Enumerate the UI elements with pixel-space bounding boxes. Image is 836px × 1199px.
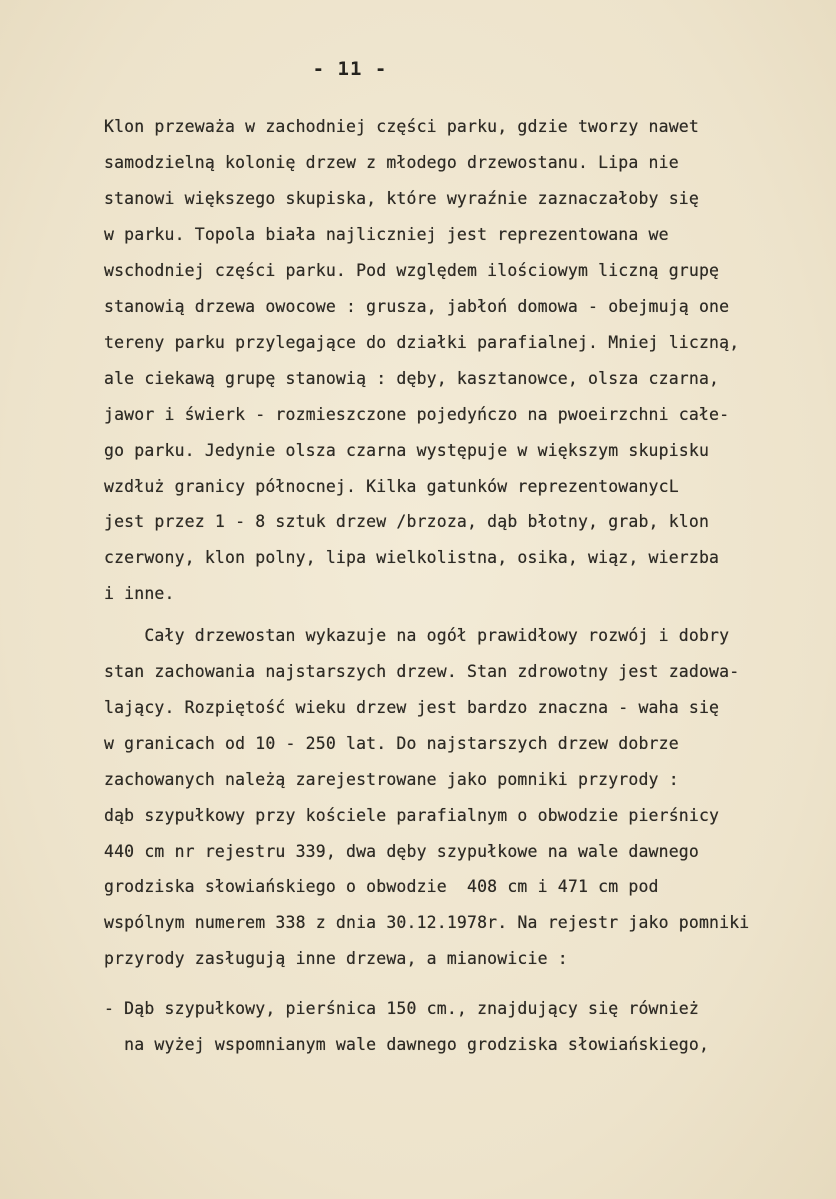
text-line: wschodniej części parku. Pod względem ilościowym liczną grupę — [104, 261, 720, 280]
text-line: Cały drzewostan wykazuje na ogół prawidłowy rozwój i dobry — [104, 626, 730, 645]
text-line: wspólnym numerem 338 z dnia 30.12.1978r. Na rejestr jako pomniki — [104, 913, 750, 932]
text-line: przyrody zasługują inne drzewa, a mianowicie : — [104, 949, 568, 968]
text-line: w parku. Topola biała najliczniej jest reprezentowana we — [104, 225, 669, 244]
list-item: - Dąb szypułkowy, pierśnica 150 cm., znajdujący się również — [104, 999, 699, 1018]
text-line: ale ciekawą grupę stanowią : dęby, kasztanowce, olsza czarna, — [104, 369, 720, 388]
page-number: - 11 - — [312, 58, 388, 80]
list-item-continuation: na wyżej wspomnianym wale dawnego grodziska słowiańskiego, — [104, 1035, 710, 1054]
text-line: go parku. Jedynie olsza czarna występuje w większym skupisku — [104, 441, 710, 460]
text-line: stan zachowania najstarszych drzew. Stan zdrowotny jest zadowa- — [104, 662, 740, 681]
text-line: jawor i świerk - rozmieszczone pojedyńczo na pwoeirzchni całe- — [104, 405, 730, 424]
text-line: grodziska słowiańskiego o obwodzie 408 cm i 471 cm pod — [104, 877, 659, 896]
text-line: dąb szypułkowy przy kościele parafialnym o obwodzie pierśnicy — [104, 806, 720, 825]
text-line: 440 cm nr rejestru 339, dwa dęby szypułkowe na wale dawnego — [104, 842, 699, 861]
text-line: wzdłuż granicy północnej. Kilka gatunków reprezentowanycL — [104, 477, 679, 496]
text-line: samodzielną kolonię drzew z młodego drzewostanu. Lipa nie — [104, 153, 679, 172]
text-line: zachowanych należą zarejestrowane jako pomniki przyrody : — [104, 770, 679, 789]
text-line: stanowi większego skupiska, które wyraźnie zaznaczałoby się — [104, 189, 699, 208]
text-line: stanowią drzewa owocowe : grusza, jabłoń domowa - obejmują one — [104, 297, 730, 316]
text-line: jest przez 1 - 8 sztuk drzew /brzoza, dąb błotny, grab, klon — [104, 512, 710, 531]
text-line: tereny parku przylegające do działki parafialnej. Mniej liczną, — [104, 333, 740, 352]
text-line: i inne. — [104, 584, 175, 603]
text-line: czerwony, klon polny, lipa wielkolistna, osika, wiąz, wierzba — [104, 548, 720, 567]
text-line: w granicach od 10 - 250 lat. Do najstarszych drzew dobrze — [104, 734, 679, 753]
text-line: lający. Rozpiętość wieku drzew jest bardzo znaczna - waha się — [104, 698, 720, 717]
text-line: Klon przeważa w zachodniej części parku, gdzie tworzy nawet — [104, 117, 699, 136]
